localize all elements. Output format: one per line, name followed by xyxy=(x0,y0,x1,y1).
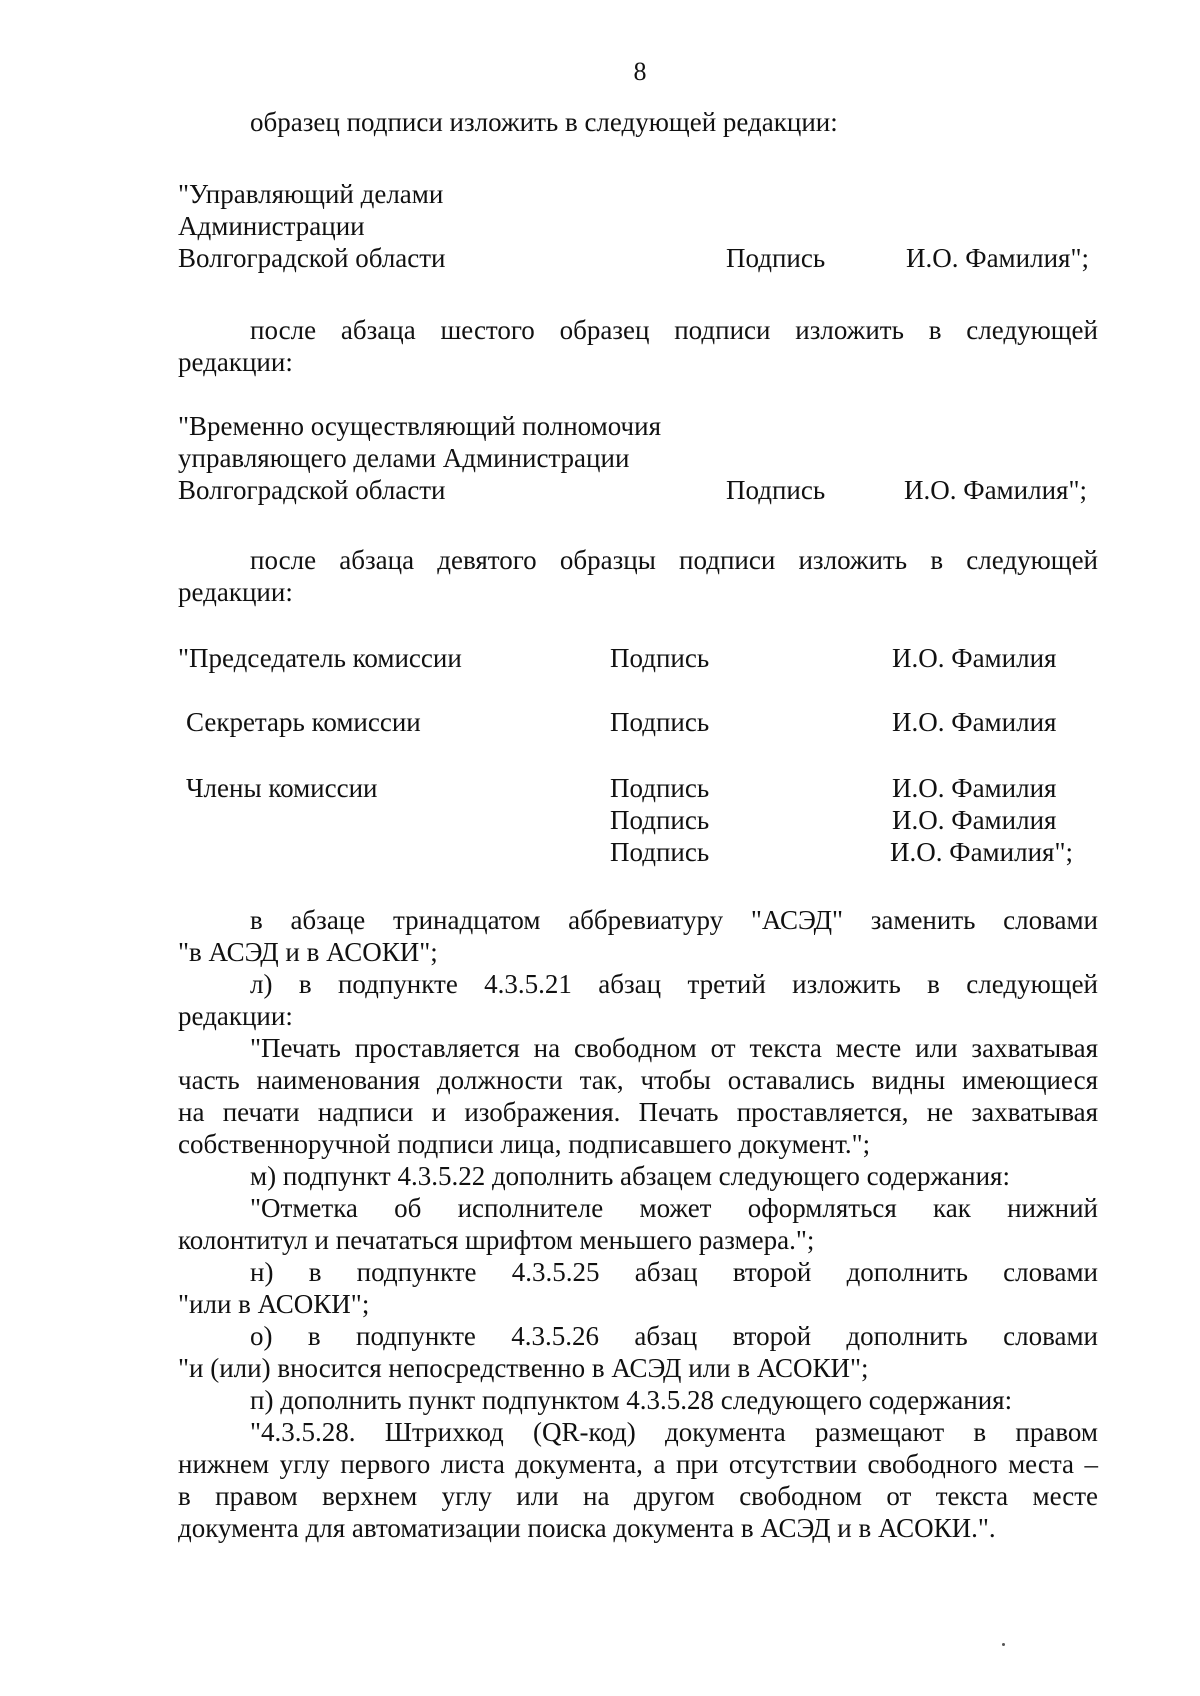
paragraph-line: после абзаца девятого образцы подписи изложить в следующей xyxy=(250,545,1098,575)
signature-placeholder: Подпись xyxy=(610,773,710,803)
paragraph-line: редакции: xyxy=(178,1001,293,1031)
signature-placeholder: Подпись xyxy=(610,707,710,737)
paragraph-line: "или в АСОКИ"; xyxy=(178,1289,370,1319)
name-placeholder: И.О. Фамилия xyxy=(892,643,1057,673)
paragraph-line: на печати надписи и изображения. Печать проставляется, не захватывая xyxy=(178,1097,1098,1127)
paragraph-line: "в АСЭД и в АСОКИ"; xyxy=(178,937,438,967)
signature-title-line: Волгоградской области xyxy=(178,243,446,273)
name-placeholder: И.О. Фамилия xyxy=(892,805,1057,835)
paragraph-line: м) подпункт 4.3.5.22 дополнить абзацем следующего содержания: xyxy=(250,1161,1010,1191)
paragraph-line: редакции: xyxy=(178,347,293,377)
signature-title-line: управляющего делами Администрации xyxy=(178,443,630,473)
signature-placeholder: Подпись xyxy=(726,243,826,273)
commission-role: "Председатель комиссии xyxy=(178,643,462,673)
signature-title-line: "Управляющий делами xyxy=(178,179,444,209)
commission-role: Секретарь комиссии xyxy=(186,707,421,737)
name-placeholder: И.О. Фамилия"; xyxy=(890,837,1073,867)
signature-title-line: Волгоградской области xyxy=(178,475,446,505)
paragraph-line: нижнем углу первого листа документа, а при отсутствии свободного места – xyxy=(178,1449,1098,1479)
paragraph-line: в абзаце тринадцатом аббревиатуру "АСЭД" заменить словами xyxy=(250,905,1098,935)
paragraph-line: "4.3.5.28. Штрихкод (QR-код) документа размещают в правом xyxy=(250,1417,1098,1447)
signature-placeholder: Подпись xyxy=(726,475,826,505)
paragraph-line: "Отметка об исполнителе может оформляться как нижний xyxy=(250,1193,1098,1223)
signature-placeholder: Подпись xyxy=(610,643,710,673)
scan-speck xyxy=(1002,1643,1005,1646)
paragraph-line: о) в подпункте 4.3.5.26 абзац второй дополнить словами xyxy=(250,1321,1098,1351)
commission-role: Члены комиссии xyxy=(186,773,378,803)
paragraph-line: "Печать проставляется на свободном от текста месте или захватывая xyxy=(250,1033,1098,1063)
name-placeholder: И.О. Фамилия xyxy=(892,773,1057,803)
signature-title-line: Администрации xyxy=(178,211,365,241)
paragraph-line: редакции: xyxy=(178,577,293,607)
paragraph-line: часть наименования должности так, чтобы оставались видны имеющиеся xyxy=(178,1065,1098,1095)
paragraph-line: образец подписи изложить в следующей редакции: xyxy=(250,107,838,137)
name-placeholder: И.О. Фамилия"; xyxy=(906,243,1089,273)
paragraph-line: п) дополнить пункт подпунктом 4.3.5.28 следующего содержания: xyxy=(250,1385,1013,1415)
paragraph-line: л) в подпункте 4.3.5.21 абзац третий изложить в следующей xyxy=(250,969,1098,999)
paragraph-line: в правом верхнем углу или на другом свободном от текста месте xyxy=(178,1481,1098,1511)
paragraph-line: собственноручной подписи лица, подписавшего документ."; xyxy=(178,1129,871,1159)
paragraph-line: документа для автоматизации поиска документа в АСЭД и в АСОКИ.". xyxy=(178,1513,996,1543)
name-placeholder: И.О. Фамилия xyxy=(892,707,1057,737)
name-placeholder: И.О. Фамилия"; xyxy=(904,475,1087,505)
paragraph-line: "и (или) вносится непосредственно в АСЭД или в АСОКИ"; xyxy=(178,1353,869,1383)
signature-placeholder: Подпись xyxy=(610,805,710,835)
paragraph-line: после абзаца шестого образец подписи изложить в следующей xyxy=(250,315,1098,345)
signature-placeholder: Подпись xyxy=(610,837,710,867)
signature-title-line: "Временно осуществляющий полномочия xyxy=(178,411,661,441)
page-number: 8 xyxy=(633,57,647,86)
paragraph-line: колонтитул и печататься шрифтом меньшего размера."; xyxy=(178,1225,815,1255)
paragraph-line: н) в подпункте 4.3.5.25 абзац второй дополнить словами xyxy=(250,1257,1098,1287)
